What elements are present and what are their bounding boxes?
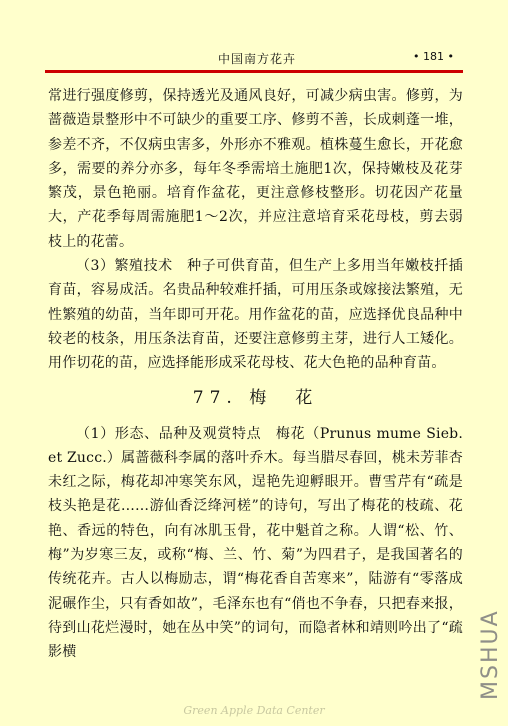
paragraph-propagation: （3）繁殖技术 种子可供育苗，但生产上多用当年嫩枝扦插育苗，容易成活。名贵品种较难扦插，可用压条或嫁接法繁殖，无性繁殖的幼苗，当年即可开花。用作盆花的苗，应选择优良品种中较老的枝条，用压条法育苗，还要注意修剪主芽，进行人工矮化。用作切花的苗，应选择能形成采花母枝、花大色艳的品种育苗。 [48,258,463,372]
paragraph-plum-blossom: （1）形态、品种及观赏特点 梅花（Prunus mume Sieb. et Zucc.）属蔷薇科李属的落叶乔木。每当腊尽春回，桃未芳菲杏未红之际，梅花却冲寒笑东风，逞艳先迎孵眼开。曹雪芹有“疏是枝头艳是花……游仙香泛绛河槎”的诗句，写出了梅花的枝疏、花艳、香远的特色，向有冰肌玉骨，花中魁首之称。人谓“松、竹、梅”为岁寒三友，或称“梅、兰、竹、菊”为四君子，是我国著名的传统花卉。古人以梅励志，谓“梅花香自苦寒来”，陆游有“零落成泥碾作尘，只有香如故”，毛泽东也有“俏也不争春，只把春来报，待到山花烂漫时，她在丛中笑”的词句，而隐者林和靖则吟出了“疏影横 [48,425,463,661]
header-rule [45,70,463,73]
section-title: 77. 梅 花 [192,387,319,408]
page-number: • 181 • [413,50,454,63]
running-title: 中国南方花卉 [218,52,297,66]
bottom-watermark: Green Apple Data Center [183,704,325,717]
page-body [48,84,463,665]
paragraph-pruning: 常进行强度修剪，保持透光及通风良好，可减少病虫害。修剪，为蔷薇造景整形中不可缺少的重要工序、修剪不善，长成刺蓬一堆，参差不齐，不仅病虫害多，外形亦不雅观。植株蔓生愈长，开花愈多，需要的养分亦多，每年冬季需培土施肥1次，保持嫩枝及花芽繁茂，景色艳丽。培育作盆花，更注意修枝整形。切花因产花量大，产花季每周需施肥1～2次，并应注意培育采花母枝，剪去弱枝上的花蕾。 [48,88,463,250]
side-watermark: MSHUA [478,609,503,700]
page-header [48,50,462,70]
